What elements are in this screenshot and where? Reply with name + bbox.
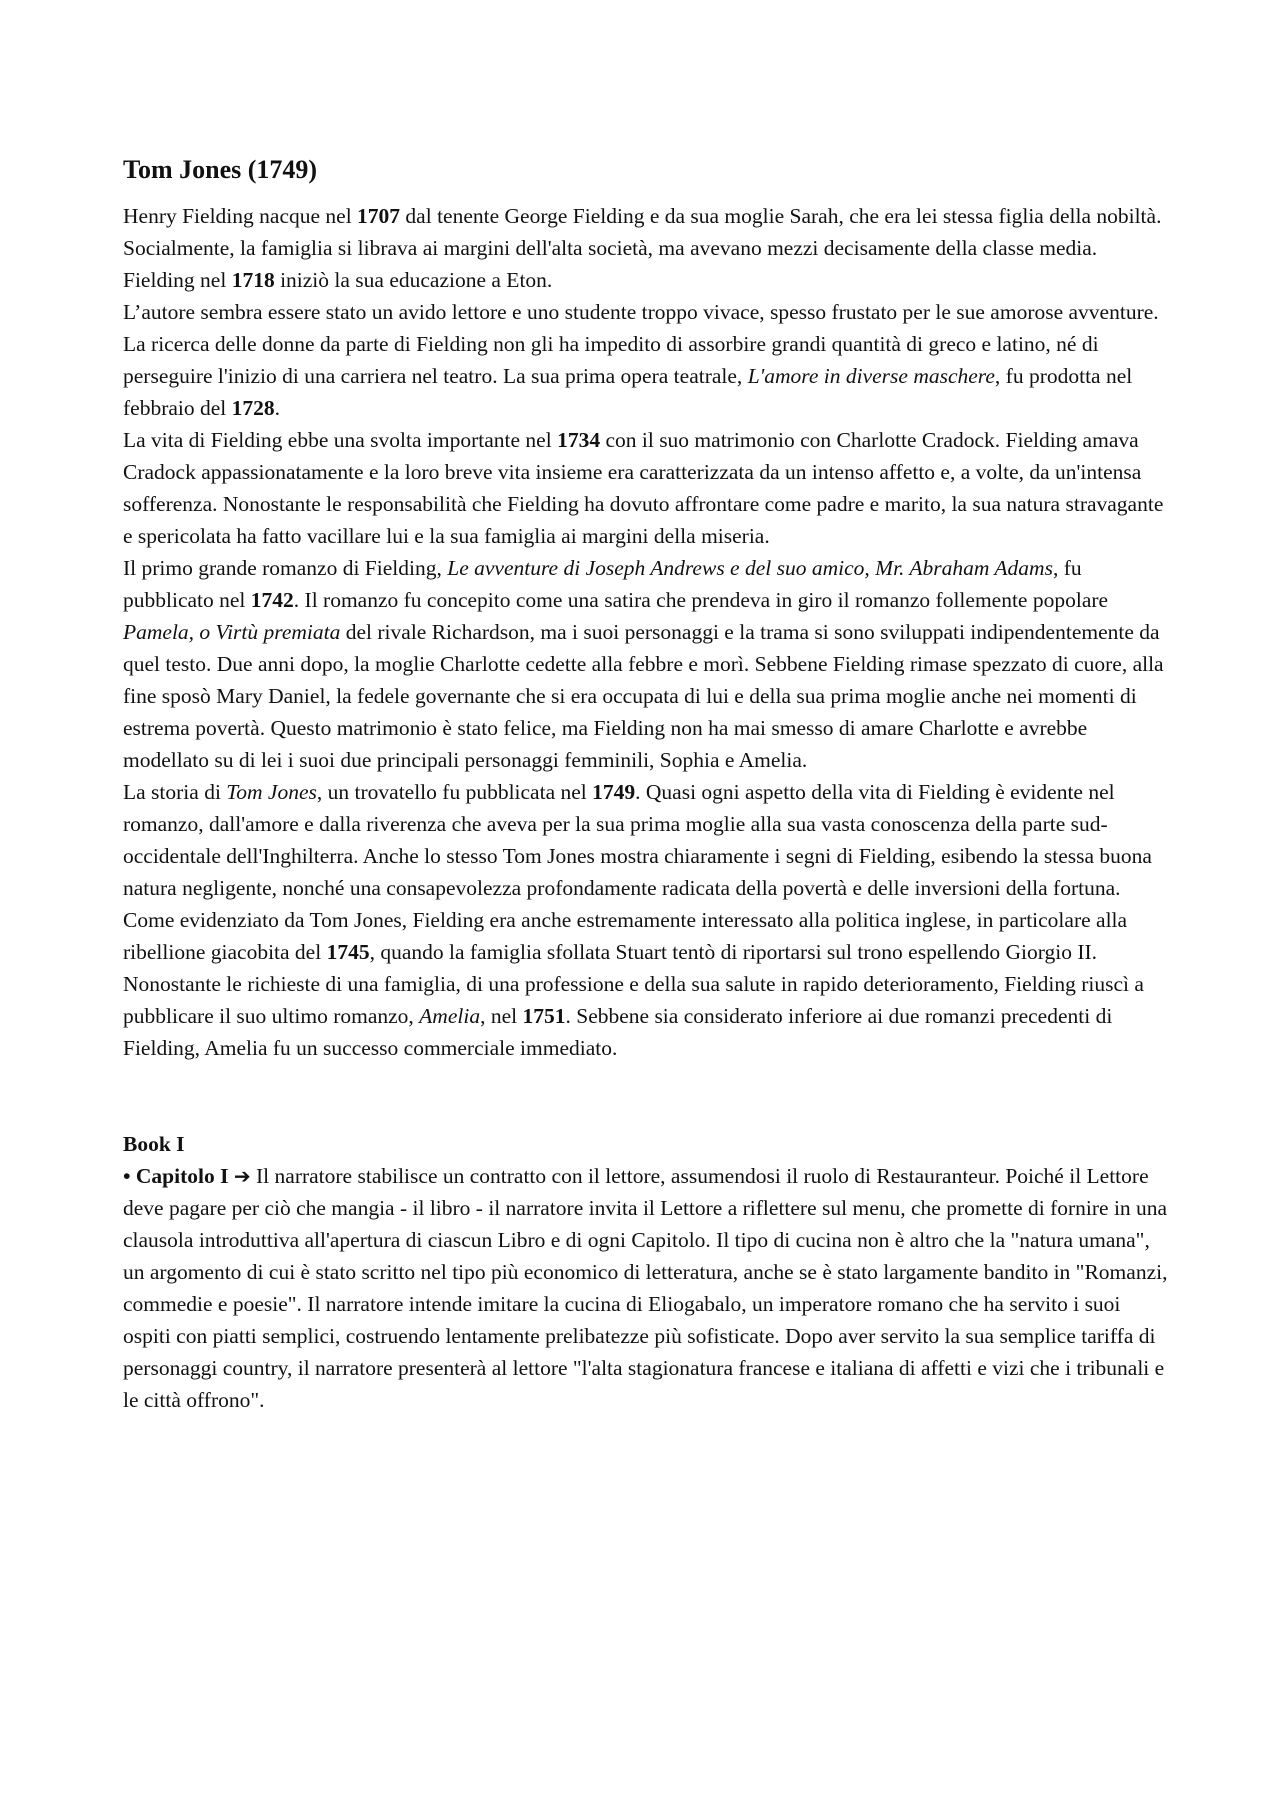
bold-text: 1718 (231, 268, 275, 292)
body-paragraph (123, 776, 1173, 904)
text-run: dal tenente George Fielding e da sua moglie Sarah, che era lei stessa figlia della nobiltà. Socialmente, la famiglia si librava ai margini dell'alta società, ma avevano mezzi decisamente della classe media. Fielding nel (123, 204, 1162, 292)
text-run: L’autore sembra essere stato un avido lettore e uno studente troppo vivace, spesso frustato per le sue amorose avventure. La ricerca delle donne da parte di Fielding non gli ha impedito di assorbire grandi quantità di greco e latino, né di perseguire l'inizio di una carriera nel teatro. La sua prima opera teatrale, (123, 300, 1159, 388)
bold-text: 1734 (557, 428, 601, 452)
text-run: La vita di Fielding ebbe una svolta importante nel (123, 428, 558, 452)
text-run: . Quasi ogni aspetto della vita di Fielding è evidente nel romanzo, dall'amore e dalla riverenza che aveva per la sua prima moglie alla sua vasta conoscenza della parte sud-occidentale dell'Inghilterra. Anche lo stesso Tom Jones mostra chiaramente i segni di Fielding, esibendo la stessa buona natura negligente, nonché una consapevolezza profondamente radicata della povertà e delle inversioni della fortuna. (123, 780, 1152, 900)
chapter-entry (123, 1160, 1173, 1416)
italic-text: Pamela, o Virtù premiata (123, 620, 341, 644)
text-run: La storia di (123, 780, 227, 804)
bold-text: 1742 (250, 588, 294, 612)
chapter-summary: Il narratore stabilisce un contratto con il lettore, assumendosi il ruolo di Restauranteur. Poiché il Lettore deve pagare per ciò che mangia - il libro - il narratore invita il Lettore a riflettere sul menu, che promette di fornire in una clausola introduttiva all'apertura di ciascun Libro e di ogni Capitolo. Il tipo di cucina non è altro che la "natura umana", un argomento di cui è stato scritto nel tipo più economico di letteratura, anche se è stato largamente bandito in "Romanzi, commedie e poesie". Il narratore intende imitare la cucina di Eliogabalo, un imperatore romano che ha servito i suoi ospiti con piatti semplici, costruendo lentamente prelibatezze più sofisticate. Dopo aver servito la sua semplice tariffa di personaggi country, il narratore presenterà al lettore "l'alta stagionatura francese e italiana di affetti e vizi che i tribunali e le città offrono". (123, 1164, 1168, 1412)
body-paragraph (123, 904, 1173, 1064)
text-run: , nel (480, 1004, 523, 1028)
body-paragraph (123, 296, 1173, 424)
italic-text: Le avventure di Joseph Andrews e del suo amico, Mr. Abraham Adams (447, 556, 1053, 580)
text-run: iniziò la sua educazione a Eton. (274, 268, 553, 292)
bold-text: 1745 (326, 940, 370, 964)
body-paragraph (123, 200, 1173, 296)
text-run: Henry Fielding nacque nel (123, 204, 358, 228)
bold-text: 1728 (231, 396, 275, 420)
text-run: , quando la famiglia sfollata Stuart tentò di riportarsi sul trono espellendo Giorgio II. Nonostante le richieste di una famiglia, di una professione e della sua salute in rapido deterioramento, Fielding riuscì a pubblicare il suo ultimo romanzo, (123, 940, 1144, 1028)
chapter-label: Capitolo I (135, 1164, 229, 1188)
bold-text: 1707 (357, 204, 401, 228)
arrow-right-icon: ➔ (233, 1164, 251, 1188)
body-paragraph (123, 424, 1173, 552)
text-run: , fu pubblicato nel (123, 556, 1082, 612)
text-run: . (274, 396, 281, 420)
text-run: , fu prodotta nel febbraio del (123, 364, 1133, 420)
intro-section (123, 200, 1173, 1064)
section-spacer (123, 1064, 1173, 1128)
bold-text: 1749 (592, 780, 636, 804)
text-run: Il primo grande romanzo di Fielding, (123, 556, 448, 580)
bold-text: 1751 (522, 1004, 566, 1028)
text-run: . Il romanzo fu concepito come una satira che prendeva in giro il romanzo follemente popolare (293, 588, 1109, 612)
text-run: Come evidenziato da Tom Jones, Fielding era anche estremamente interessato alla politica inglese, in particolare alla ribellione giacobita del (123, 908, 1128, 964)
text-run: con il suo matrimonio con Charlotte Cradock. Fielding amava Cradock appassionatamente e la loro breve vita insieme era caratterizzata da un intenso affetto e, a volte, da un'intensa sofferenza. Nonostante le responsabilità che Fielding ha dovuto affrontare come padre e marito, la sua natura stravagante e spericolata ha fatto vacillare lui e la sua famiglia ai margini della miseria. (123, 428, 1164, 548)
italic-text: Amelia (419, 1004, 481, 1028)
text-run: , un trovatello fu pubblicata nel (316, 780, 593, 804)
body-paragraph (123, 552, 1173, 776)
document-body (123, 152, 1173, 1416)
text-run: del rivale Richardson, ma i suoi personaggi e la trama si sono sviluppati indipendentemente da quel testo. Due anni dopo, la moglie Charlotte cedette alla febbre e morì. Sebbene Fielding rimase spezzato di cuore, alla fine sposò Mary Daniel, la fedele governante che si era occupata di lui e della sua prima moglie anche nei momenti di estrema povertà. Questo matrimonio è stato felice, ma Fielding non ha mai smesso di amare Charlotte e avrebbe modellato su di lei i suoi due principali personaggi femminili, Sophia e Amelia. (123, 620, 1164, 772)
document-title: Tom Jones (1749) (123, 155, 318, 184)
italic-text: L'amore in diverse maschere (747, 364, 995, 388)
text-run: . Sebbene sia considerato inferiore ai due romanzi precedenti di Fielding, Amelia fu un successo commerciale immediato. (123, 1004, 1113, 1060)
chapter-bullet: • (123, 1164, 131, 1188)
italic-text: Tom Jones (226, 780, 317, 804)
book-title: Book I (123, 1132, 185, 1156)
